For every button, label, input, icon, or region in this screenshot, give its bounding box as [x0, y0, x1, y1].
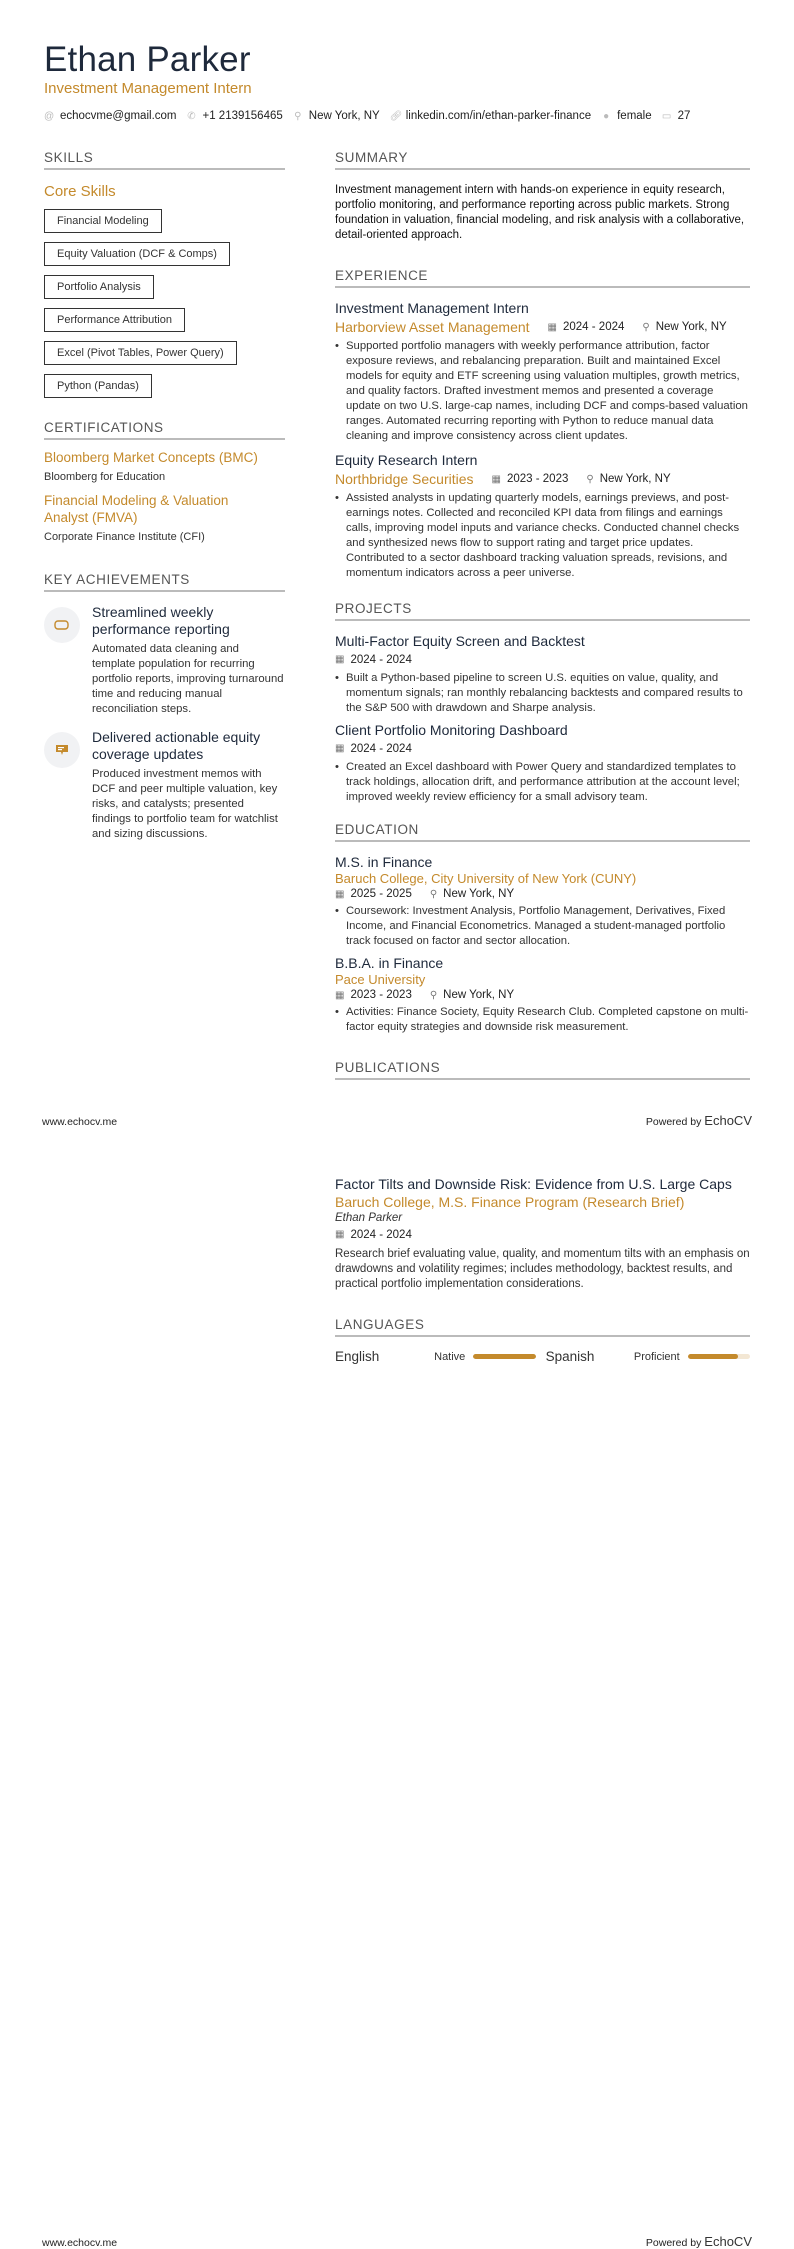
- footer-powered-by[interactable]: Powered by EchoCV: [645, 1113, 752, 1128]
- location-icon: ⚲: [429, 989, 438, 1001]
- section-heading: LANGUAGES: [335, 1317, 750, 1337]
- languages-section: [335, 1317, 750, 1364]
- education-bullet: • Coursework: Investment Analysis, Portfolio Management, Derivatives, Fixed Income, and Financial Econometrics. Managed a student-managed portfolio track focused on factor and sector allocation.: [335, 904, 750, 949]
- contact-email[interactable]: @ echocvme@gmail.com: [44, 110, 177, 122]
- certifications-section: [44, 420, 285, 543]
- achievement-item: [44, 604, 285, 717]
- skill-tag: Financial Modeling: [44, 209, 162, 233]
- cert-title: Financial Modeling & Valuation Analyst (FMVA): [44, 493, 229, 525]
- job-bullet: • Assisted analysts in updating quarterly models, earnings previews, and post-earnings notes. Collected and reconciled KPI data from filings and earnings calls, improving model inputs and variance checks. Conducted channel checks and synthesized news flow to support rating and target price updates. Contributed to a sector dashboard tracking valuation spreads, revisions, and momentum indicators across a peer universe.: [335, 491, 750, 581]
- publication-title: Factor Tilts and Downside Risk: Evidence from U.S. Large Caps: [335, 1176, 732, 1192]
- battery-icon: [44, 607, 80, 643]
- contact-gender: ● female: [603, 110, 652, 122]
- achievement-title: Delivered actionable equity coverage updates: [92, 729, 261, 762]
- candidate-title: Investment Management Intern: [44, 80, 252, 97]
- section-heading: PROJECTS: [335, 601, 750, 621]
- language-proficiency-bar: [473, 1354, 535, 1359]
- contact-age: ▭ 27: [661, 110, 691, 122]
- location-icon: ⚲: [294, 110, 302, 122]
- skill-tag: Excel (Pivot Tables, Power Query): [44, 341, 237, 365]
- job-title: Equity Research Intern: [335, 452, 478, 468]
- skill-tag: Portfolio Analysis: [44, 275, 154, 299]
- language-level: Native: [434, 1350, 466, 1363]
- calendar-icon: ▦: [491, 473, 501, 485]
- language-proficiency-bar: [688, 1354, 750, 1359]
- footer-site-link[interactable]: www.echocv.me: [42, 1116, 118, 1128]
- publication-publisher: Baruch College, M.S. Finance Program (Research Brief): [335, 1194, 685, 1210]
- echocv-brand: EchoCV: [704, 2234, 752, 2249]
- education-item: B.B.A. in Finance Pace University ▦ 2023 - 2023 ⚲ New York, NY • Activities: Finance Society, Equity Research Club. Completed capstone on multi-factor equity strategies and downside risk measurement.: [335, 955, 750, 1035]
- contact-linkedin[interactable]: 🔗︎ linkedin.com/in/ethan-parker-finance: [389, 110, 592, 122]
- phone-icon: ✆: [187, 110, 196, 122]
- section-heading: EDUCATION: [335, 822, 750, 842]
- link-icon: 🔗︎: [389, 110, 403, 122]
- footer-site-link[interactable]: www.echocv.me: [42, 2237, 118, 2249]
- project-bullet: • Built a Python-based pipeline to screen U.S. equities on value, quality, and momentum signals; ran monthly rebalancing backtests and compared results to the S&P 500 with drawdown and Sharpe analysis.: [335, 671, 750, 716]
- calendar-icon: ▦: [335, 1229, 345, 1240]
- projects-section: [335, 601, 750, 805]
- calendar-icon: ▦: [335, 743, 345, 754]
- school-name: Baruch College, City University of New York (CUNY): [335, 871, 637, 886]
- publications-section: [335, 1060, 750, 1080]
- achievement-item: [44, 729, 285, 842]
- language-name: English: [335, 1349, 380, 1364]
- cert-issuer: Bloomberg for Education: [44, 471, 166, 483]
- section-heading: EXPERIENCE: [335, 268, 750, 288]
- contact-location: ⚲ New York, NY: [294, 110, 380, 122]
- skill-tag: Equity Valuation (DCF & Comps): [44, 242, 230, 266]
- contact-bar: [44, 110, 690, 122]
- publication-author: Ethan Parker: [335, 1212, 403, 1224]
- candidate-name: Ethan Parker: [44, 40, 251, 79]
- user-icon: ●: [603, 110, 610, 122]
- job-bullet: • Supported portfolio managers with weekly performance attribution, factor exposure reviews, and rebalancing preparation. Built and maintained Excel models for equity and ETF screening using valuation multiples, growth metrics, and quality factors. Drafted investment memos and presented a coverage update on two U.S. large-cap names, including DCF and comps-based valuation ranges. Automated recurring reporting with Python to reduce manual data cleaning and improve consistency across client updates.: [335, 339, 750, 444]
- project-bullet: • Created an Excel dashboard with Power Query and standardized templates to track holdings, allocation drift, and performance attribution at the account level; improved weekly review efficiency for a small advisory team.: [335, 760, 750, 805]
- cert-issuer: Corporate Finance Institute (CFI): [44, 531, 205, 543]
- school-name: Pace University: [335, 972, 426, 987]
- cert-title: Bloomberg Market Concepts (BMC): [44, 450, 258, 465]
- project-item: Multi-Factor Equity Screen and Backtest ▦ 2024 - 2024 • Built a Python-based pipeline to screen U.S. equities on value, quality, and momentum signals; ran monthly rebalancing backtests and compared results to the S&P 500 with drawdown and Sharpe analysis.: [335, 633, 750, 716]
- section-heading: SUMMARY: [335, 150, 750, 170]
- achievements-section: [44, 572, 285, 842]
- project-title: Client Portfolio Monitoring Dashboard: [335, 722, 568, 738]
- achievement-title: Streamlined weekly performance reporting: [92, 604, 230, 637]
- location-icon: ⚲: [586, 473, 594, 485]
- experience-item: Equity Research Intern Northbridge Securities ▦ 2023 - 2023 ⚲ New York, NY • Assisted analysts in updating quarterly models, earnings previews, and post-earnings notes. Collected and reconciled KPI data from filings and earnings calls, improving model inputs and variance checks. Conducted channel checks and synthesized news flow to support rating and target price updates. Contributed to a sector dashboard tracking valuation spreads, revisions, and momentum indicators across a peer universe.: [335, 452, 750, 581]
- section-heading: CERTIFICATIONS: [44, 420, 285, 440]
- section-heading: PUBLICATIONS: [335, 1060, 750, 1080]
- degree: B.B.A. in Finance: [335, 955, 444, 971]
- education-item: M.S. in Finance Baruch College, City University of New York (CUNY) ▦ 2025 - 2025 ⚲ New York, NY • Coursework: Investment Analysis, Portfolio Management, Derivatives, Fixed Income, and Financial Econometrics. Managed a student-managed portfolio track focused on factor and sector allocation.: [335, 854, 750, 949]
- project-title: Multi-Factor Equity Screen and Backtest: [335, 633, 585, 649]
- achievement-desc: Automated data cleaning and template population for recurring portfolio reports, improving turnaround time and reducing manual reconciliation steps.: [92, 643, 284, 715]
- company-name: Harborview Asset Management: [335, 319, 530, 335]
- echocv-brand: EchoCV: [704, 1113, 752, 1128]
- job-title: Investment Management Intern: [335, 300, 529, 316]
- summary-section: [335, 150, 750, 243]
- location-icon: ⚲: [642, 321, 650, 333]
- contact-phone[interactable]: ✆ +1 2139156465: [187, 110, 283, 122]
- calendar-icon: ▦: [335, 989, 345, 1001]
- calendar-icon: ▦: [547, 321, 557, 333]
- publication-desc: Research brief evaluating value, quality, and momentum tilts with an emphasis on drawdowns and volatility regimes; includes methodology, backtest results, and practical portfolio implementation considerations.: [335, 1248, 750, 1290]
- location-icon: ⚲: [429, 888, 438, 900]
- calendar-icon: ▭: [661, 110, 672, 122]
- calendar-icon: ▦: [335, 654, 345, 665]
- calendar-icon: ▦: [335, 888, 345, 900]
- experience-item: Investment Management Intern Harborview Asset Management ▦ 2024 - 2024 ⚲ New York, NY • Supported portfolio managers with weekly performance attribution, factor exposure reviews, and rebalancing preparation. Built and maintained Excel models for equity and ETF screening using valuation multiples, growth metrics, and quality factors. Drafted investment memos and presented a coverage update on two U.S. large-cap names, including DCF and comps-based valuation ranges. Automated recurring reporting with Python to reduce manual data cleaning and improve consistency across client updates.: [335, 300, 750, 444]
- company-name: Northbridge Securities: [335, 471, 474, 487]
- summary-text: Investment management intern with hands-on experience in equity research, portfolio monitoring, and performance reporting across public markets. Strong foundation in valuation, financial modeling, and risk analysis with a collaborative, detail-oriented approach.: [335, 184, 745, 241]
- message-icon: [44, 732, 80, 768]
- section-heading: SKILLS: [44, 150, 285, 170]
- at-icon: @: [44, 110, 55, 122]
- degree: M.S. in Finance: [335, 854, 433, 870]
- language-name: Spanish: [545, 1349, 595, 1364]
- footer-powered-by[interactable]: Powered by EchoCV: [645, 2234, 752, 2249]
- skill-group-title: Core Skills: [44, 183, 116, 200]
- language-level: Proficient: [633, 1350, 680, 1363]
- publication-item: Factor Tilts and Downside Risk: Evidence from U.S. Large Caps Baruch College, M.S. Finance Program (Research Brief) Ethan Parker ▦ 2024 - 2024 Research brief evaluating value, quality, and momentum tilts with an emphasis on drawdowns and volatility regimes; includes methodology, backtest results, and practical portfolio implementation considerations.: [335, 1176, 750, 1290]
- experience-section: [335, 268, 750, 581]
- section-heading: KEY ACHIEVEMENTS: [44, 572, 285, 592]
- education-bullet: • Activities: Finance Society, Equity Research Club. Completed capstone on multi-factor equity strategies and downside risk measurement.: [335, 1005, 750, 1035]
- skill-tag: Python (Pandas): [44, 374, 152, 398]
- skill-tag: Performance Attribution: [44, 308, 185, 332]
- project-item: Client Portfolio Monitoring Dashboard ▦ 2024 - 2024 • Created an Excel dashboard with Power Query and standardized templates to track holdings, allocation drift, and performance attribution at the account level; improved weekly review efficiency for a small advisory team.: [335, 722, 750, 805]
- skills-section: [44, 150, 285, 398]
- education-section: [335, 822, 750, 1035]
- achievement-desc: Produced investment memos with DCF and peer multiple valuation, key risks, and catalysts; presented findings to portfolio team for watchlist and sizing discussions.: [92, 768, 278, 840]
